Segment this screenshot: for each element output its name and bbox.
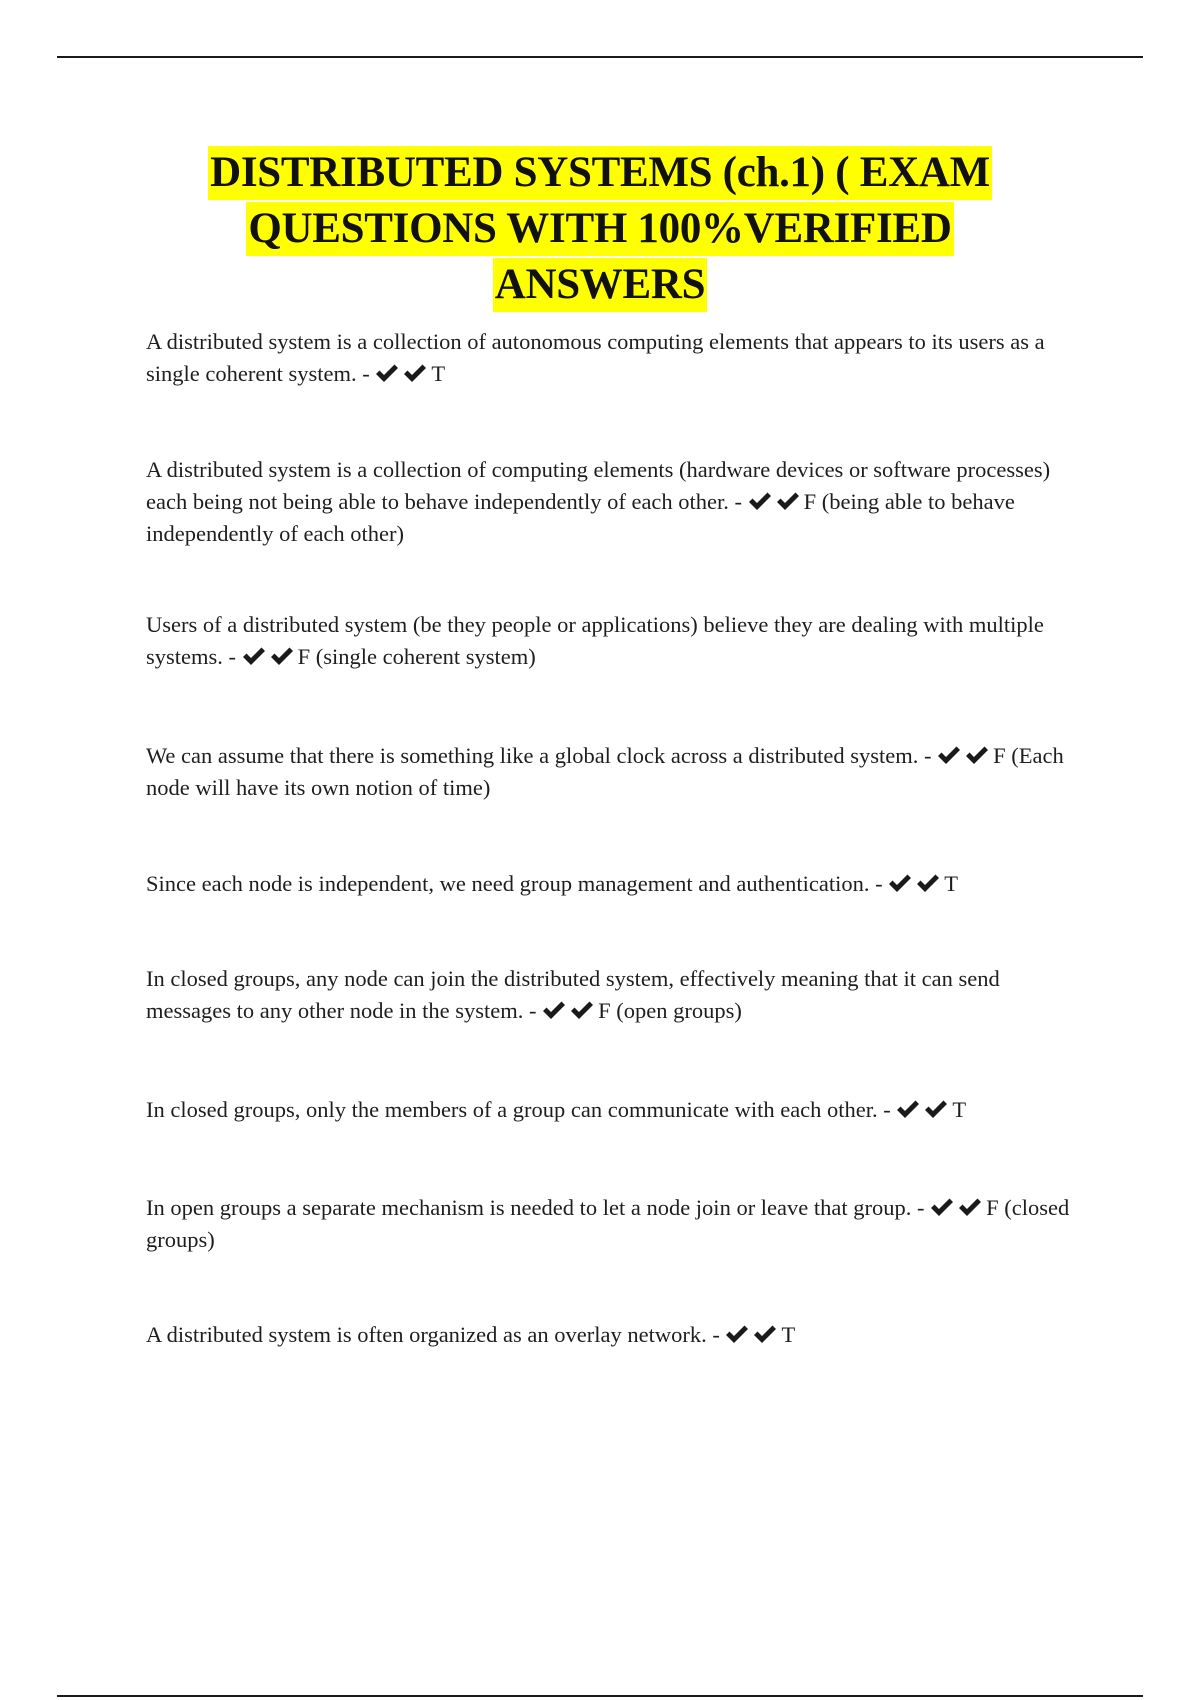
check-mark-icon [403,363,427,383]
answer-text: T [952,1097,967,1122]
check-mark-icon [242,646,266,666]
title-line-1: DISTRIBUTED SYSTEMS (ch.1) ( EXAM [208,146,992,200]
check-mark-icon [753,1324,777,1344]
question-text: In closed groups, any node can join the distributed system, effectively meaning that it can send messages to any other node in the system. - [146,966,1000,1023]
question-text: A distributed system is a collection of autonomous computing elements that appears to its users as a single coherent system. - [146,329,1045,386]
question-item [146,326,1086,390]
check-mark-icon [930,1197,954,1217]
question-item [146,868,1086,900]
check-mark-icon [270,646,294,666]
check-mark-icon [888,873,912,893]
check-mark-icon [748,491,772,511]
question-item [146,1192,1086,1256]
question-item [146,963,1086,1027]
question-text: In closed groups, only the members of a group can communicate with each other. - [146,1097,891,1122]
question-item [146,740,1086,804]
question-item [146,1319,1086,1351]
title-line-3: ANSWERS [493,258,708,312]
check-mark-icon [916,873,940,893]
check-mark-icon [542,1000,566,1020]
answer-text: T [781,1322,796,1347]
document-title [100,146,1100,314]
check-mark-icon [725,1324,749,1344]
answer-text: T [431,361,446,386]
check-mark-icon [375,363,399,383]
answer-text: F (open groups) [598,998,742,1023]
answer-text: F (closed groups) [146,1195,1070,1252]
check-mark-icon [896,1099,920,1119]
question-text: Users of a distributed system (be they people or applications) believe they are dealing with multiple systems. - [146,612,1044,669]
check-mark-icon [958,1197,982,1217]
answer-text: F (single coherent system) [297,644,536,669]
check-mark-icon [776,491,800,511]
check-mark-icon [965,745,989,765]
question-text: In open groups a separate mechanism is needed to let a node join or leave that group. - [146,1195,925,1220]
title-line-2: QUESTIONS WITH 100%VERIFIED [246,202,953,256]
top-rule [57,56,1143,58]
question-item [146,1094,1086,1126]
answer-text: F (Each node will have its own notion of time) [146,743,1064,800]
bottom-rule [57,1695,1143,1697]
answer-text: F (being able to behave independently of each other) [146,489,1015,546]
question-text: We can assume that there is something like a global clock across a distributed system. - [146,743,932,768]
check-mark-icon [924,1099,948,1119]
check-mark-icon [570,1000,594,1020]
question-item [146,609,1086,673]
question-text: A distributed system is often organized as an overlay network. - [146,1322,720,1347]
question-item [146,454,1086,550]
answer-text: T [944,871,958,896]
question-text: Since each node is independent, we need group management and authentication. - [146,871,883,896]
check-mark-icon [937,745,961,765]
question-text: A distributed system is a collection of computing elements (hardware devices or software processes) each being not being able to behave independently of each other. - [146,457,1051,514]
